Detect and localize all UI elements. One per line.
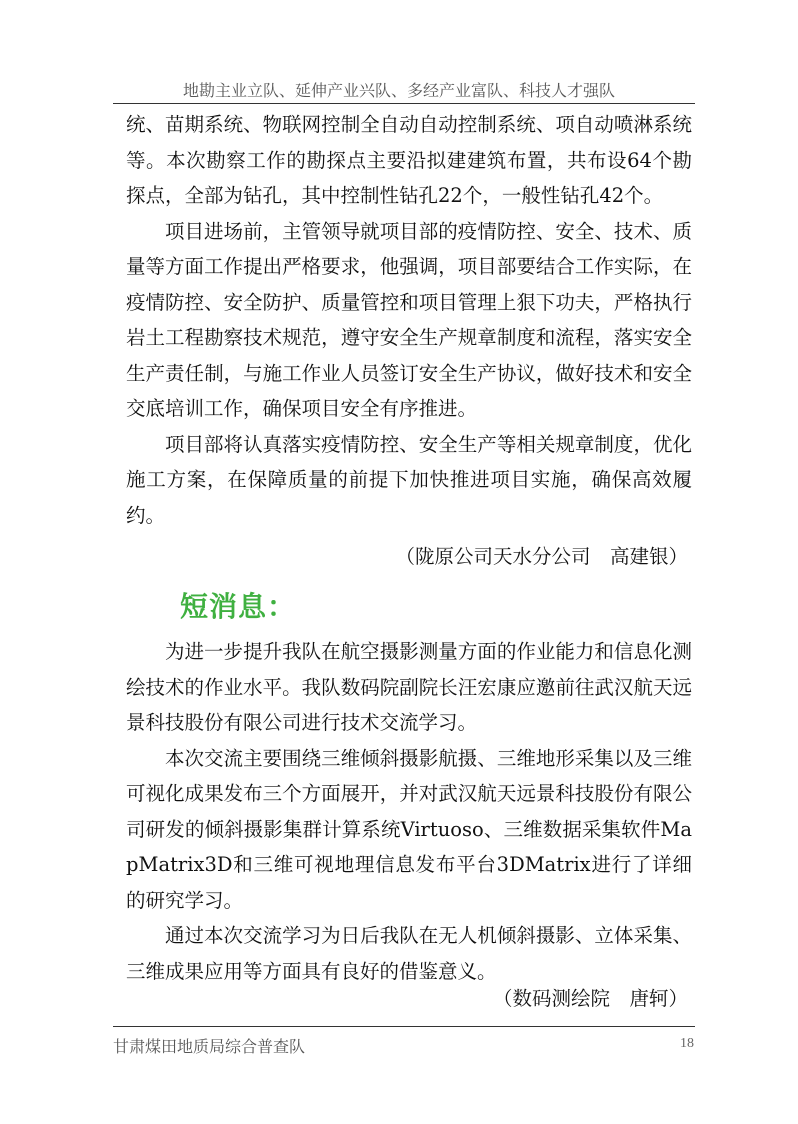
article-body-1: [126, 107, 692, 533]
paragraph: 统、苗期系统、物联网控制全自动自动控制系统、项自动喷淋系统等。本次勘察工作的勘探点主要沿拟建建筑布置，共布设64个勘探点，全部为钻孔，其中控制性钻孔22个，一般性钻孔42个。: [126, 113, 692, 207]
section-title: 短消息：: [180, 590, 297, 623]
paragraph: 项目进场前，主管领导就项目部的疫情防控、安全、技术、质量等方面工作提出严格要求，他强调，项目部要结合工作实际，在疫情防控、安全防护、质量管控和项目管理上狠下功夫，严格执行岩土工程勘察技术规范，遵守安全生产规章制度和流程，落实安全生产责任制，与施工作业人员签订安全生产协议，做好技术和安全交底培训工作，确保项目安全有序推进。: [126, 219, 692, 420]
paragraph: 本次交流主要围绕三维倾斜摄影航摄、三维地形采集以及三维可视化成果发布三个方面展开，并对武汉航天远景科技股份有限公司研发的倾斜摄影集群计算系统Virtuoso、三维数据采集软件MapMatrix3D和三维可视地理信息发布平台3DMatrix进行了详细的研究学习。: [126, 746, 692, 912]
article-body-2: [126, 634, 692, 989]
article-signature-1: （陇原公司天水分公司 高建银）: [395, 545, 688, 568]
paragraph: 项目部将认真落实疫情防控、安全生产等相关规章制度，优化施工方案，在保障质量的前提下加快推进项目实施，确保高效履约。: [126, 432, 692, 527]
header-divider: [113, 103, 695, 104]
article-signature-2: （数码测绘院 唐轲）: [492, 987, 688, 1010]
paragraph: 为进一步提升我队在航空摄影测量方面的作业能力和信息化测绘技术的作业水平。我队数码院副院长汪宏康应邀前往武汉航天远景科技股份有限公司进行技术交流学习。: [126, 640, 692, 734]
footer-divider: [113, 1026, 695, 1027]
page-number: 18: [680, 1036, 694, 1051]
footer-organization: 甘肃煤田地质局综合普查队: [113, 1037, 306, 1056]
paragraph: 通过本次交流学习为日后我队在无人机倾斜摄影、立体采集、三维成果应用等方面具有良好的借鉴意义。: [126, 924, 692, 983]
header-slogan: 地勘主业立队、延伸产业兴队、多经产业富队、科技人才强队: [182, 81, 615, 100]
